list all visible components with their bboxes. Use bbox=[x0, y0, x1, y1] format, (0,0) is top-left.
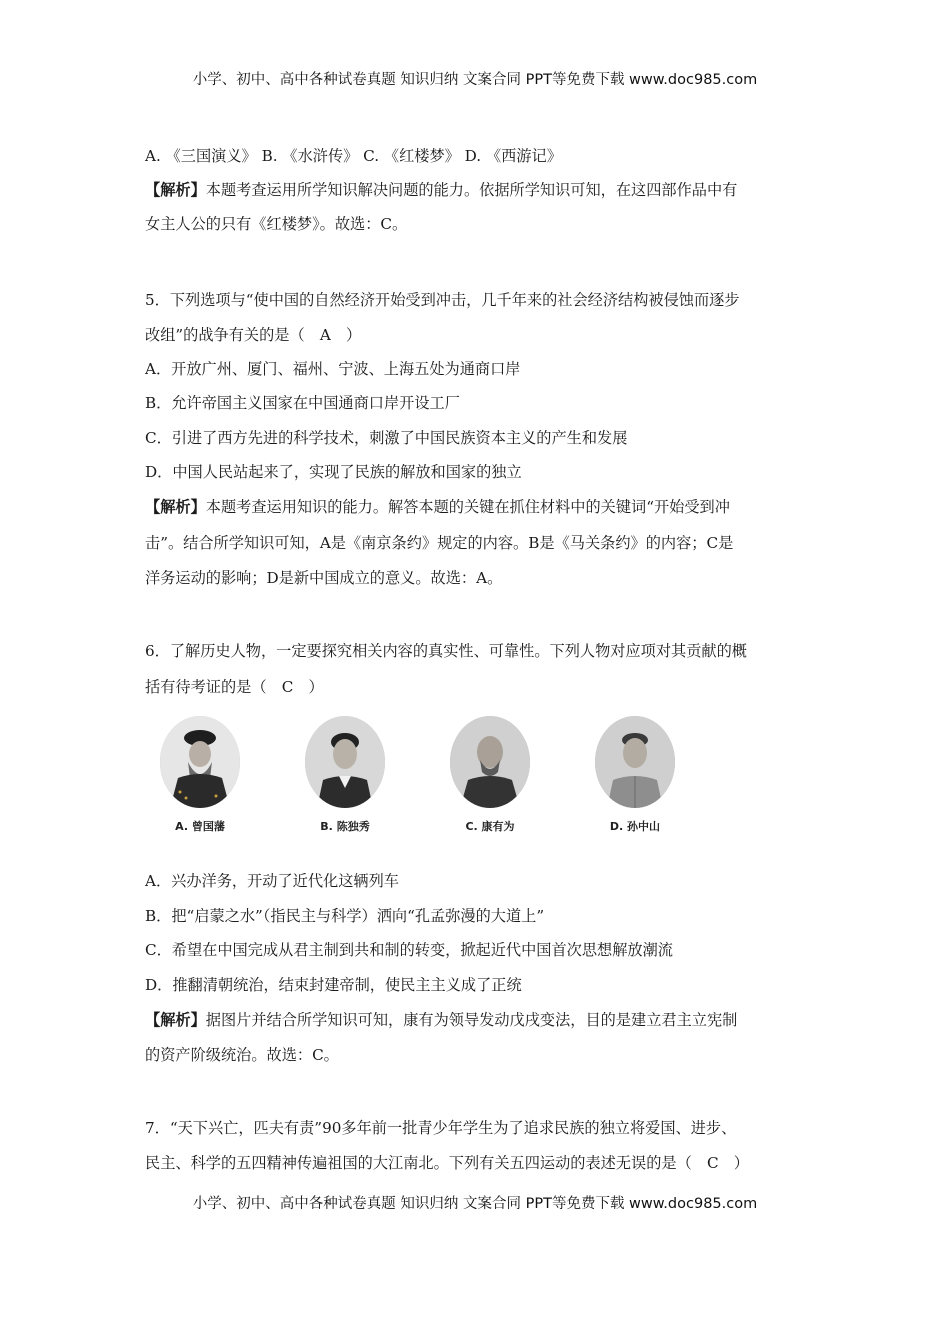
q6-analysis-line-2: 的资产阶级统治。故选：C。 bbox=[145, 1046, 339, 1064]
q6-option-d: D．推翻清朝统治，结束封建帝制，使民主主义成了正统 bbox=[145, 976, 522, 994]
q5-stem-line-2: 改组”的战争有关的是（ A ） bbox=[145, 326, 362, 344]
q5-analysis-text-1: 本题考查运用知识的能力。解答本题的关键在抓住材料中的关键词“开始受到冲 bbox=[205, 498, 730, 516]
q5-analysis-line-3: 洋务运动的影响；D是新中国成立的意义。故选：A。 bbox=[145, 569, 503, 587]
q4-analysis-text-1: 本题考查运用所学知识解决问题的能力。依据所学知识可知，在这四部作品中有 bbox=[205, 181, 738, 199]
q5-option-c: C．引进了西方先进的科学技术，刺激了中国民族资本主义的产生和发展 bbox=[145, 429, 628, 447]
q4-options: A. 《三国演义》 B. 《水浒传》 C. 《红楼梦》 D. 《西游记》 bbox=[145, 147, 562, 165]
page-header: 小学、初中、高中各种试卷真题 知识归纳 文案合同 PPT等免费下载 www.doc985.com bbox=[192, 72, 758, 88]
q7-stem-line-1: 7．“天下兴亡，匹夫有责”90多年前一批青少年学生为了追求民族的独立将爱国、进步、 bbox=[145, 1119, 737, 1137]
portrait-c bbox=[440, 716, 540, 836]
q6-stem-line-2: 括有待考证的是（ C ） bbox=[145, 678, 324, 696]
portrait-d-image bbox=[595, 716, 675, 808]
q5-option-a: A．开放广州、厦门、福州、宁波、上海五处为通商口岸 bbox=[145, 360, 521, 378]
analysis-tag: 【解析】 bbox=[145, 498, 206, 516]
q4-analysis-line-2: 女主人公的只有《红楼梦》。故选：C。 bbox=[145, 215, 408, 233]
portrait-a-image bbox=[160, 716, 240, 808]
portrait-b-caption: B. 陈独秀 bbox=[320, 820, 370, 833]
q5-option-d: D．中国人民站起来了，实现了民族的解放和国家的独立 bbox=[145, 463, 522, 481]
portrait-d bbox=[585, 716, 685, 836]
portrait-d-caption: D. 孙中山 bbox=[609, 820, 661, 833]
analysis-tag: 【解析】 bbox=[145, 181, 206, 199]
q6-option-b: B．把“启蒙之水”（指民主与科学）洒向“孔孟弥漫的大道上” bbox=[145, 907, 545, 925]
q6-option-c: C．希望在中国完成从君主制到共和制的转变，掀起近代中国首次思想解放潮流 bbox=[145, 941, 673, 959]
q5-option-b: B．允许帝国主义国家在中国通商口岸开设工厂 bbox=[145, 394, 460, 412]
portrait-b-image bbox=[305, 716, 385, 808]
q6-stem-line-1: 6．了解历史人物，一定要探究相关内容的真实性、可靠性。下列人物对应项对其贡献的概 bbox=[145, 642, 747, 660]
portrait-b bbox=[295, 716, 395, 836]
analysis-tag: 【解析】 bbox=[145, 1011, 206, 1029]
q6-analysis-line-1 bbox=[145, 1010, 810, 1030]
q6-portrait-row bbox=[145, 716, 705, 836]
portrait-c-image bbox=[450, 716, 530, 808]
portrait-a-caption: A. 曾国藩 bbox=[175, 820, 225, 833]
portrait-c-caption: C. 康有为 bbox=[465, 820, 515, 833]
q5-analysis-line-2: 击”。结合所学知识可知，A是《南京条约》规定的内容。B是《马关条约》的内容；C是 bbox=[145, 534, 734, 552]
q7-stem-line-2: 民主、科学的五四精神传遍祖国的大江南北。下列有关五四运动的表述无误的是（ C ） bbox=[145, 1154, 749, 1172]
q6-analysis-text-1: 据图片并结合所学知识可知，康有为领导发动戊戌变法，目的是建立君主立宪制 bbox=[205, 1011, 738, 1029]
page-footer: 小学、初中、高中各种试卷真题 知识归纳 文案合同 PPT等免费下载 www.doc985.com bbox=[192, 1196, 758, 1212]
portrait-a bbox=[150, 716, 250, 836]
q5-analysis-line-1 bbox=[145, 497, 810, 517]
q6-option-a: A．兴办洋务，开动了近代化这辆列车 bbox=[145, 872, 399, 890]
q5-stem-line-1: 5．下列选项与“使中国的自然经济开始受到冲击，几千年来的社会经济结构被侵蚀而逐步 bbox=[145, 291, 740, 309]
q4-analysis-line-1 bbox=[145, 180, 810, 200]
